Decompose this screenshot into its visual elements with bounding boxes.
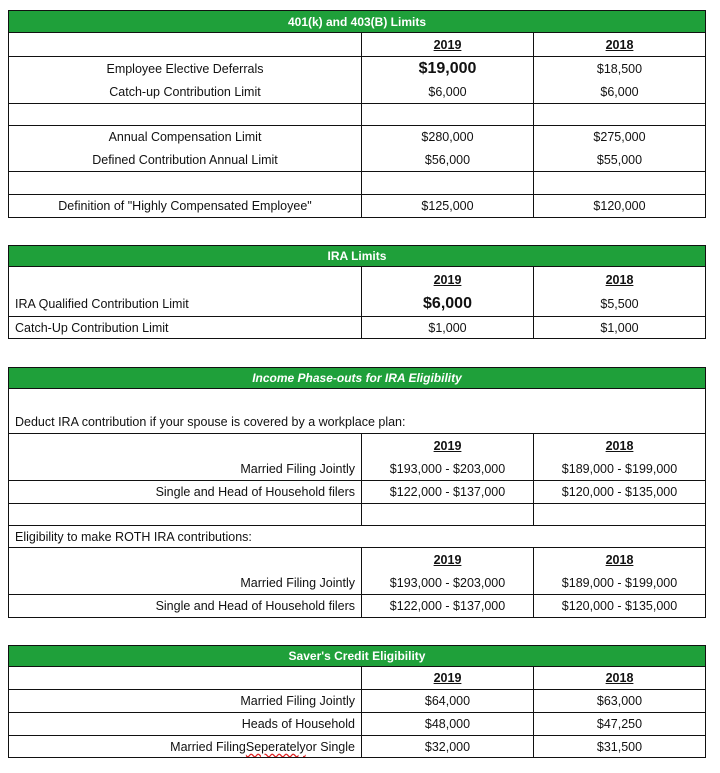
k401-title: 401(k) and 403(B) Limits xyxy=(8,10,706,33)
row-value-2018: $55,000 xyxy=(596,152,643,167)
row-value-2018: $120,000 xyxy=(593,199,646,213)
roth-note: Eligibility to make ROTH IRA contributions: xyxy=(15,529,252,544)
row-label: Married Filing Seperately or Single xyxy=(9,736,362,757)
deduct-note: Deduct IRA contribution if your spouse is covered by a workplace plan: xyxy=(15,415,406,429)
row-value-2019: $56,000 xyxy=(362,148,534,171)
row-label: Married Filing Jointly xyxy=(9,571,362,594)
table-row xyxy=(8,735,706,758)
table-row xyxy=(8,292,706,316)
row-value-2019: $122,000 - $137,000 xyxy=(362,595,534,617)
savers-year-row xyxy=(8,667,706,689)
row-value-2019: $48,000 xyxy=(362,713,534,735)
savers-title: Saver's Credit Eligibility xyxy=(8,645,706,667)
phaseouts-table xyxy=(8,367,706,618)
phaseouts-title: Income Phase-outs for IRA Eligibility xyxy=(8,367,706,389)
row-value-2018: $18,500 xyxy=(596,61,643,76)
row-value-2019: $32,000 xyxy=(362,736,534,757)
ira-year-2019: 2019 xyxy=(433,272,462,287)
row-label: Defined Contribution Annual Limit xyxy=(9,148,362,171)
savers-year-2019: 2019 xyxy=(433,671,462,685)
row-value-2019: $122,000 - $137,000 xyxy=(362,481,534,503)
roth-year-2018: 2018 xyxy=(605,552,634,567)
row-label: Employee Elective Deferrals xyxy=(9,57,362,80)
ira-year-row xyxy=(8,267,706,292)
row-value-2019: $1,000 xyxy=(362,317,534,338)
table-row xyxy=(8,594,706,618)
row-value-2019: $125,000 xyxy=(362,195,534,217)
row-value-2018: $63,000 xyxy=(596,694,643,708)
spacer-row xyxy=(8,103,706,125)
row-label: Married Filing Jointly xyxy=(9,457,362,480)
table-row xyxy=(8,80,706,103)
row-value-2018: $47,250 xyxy=(596,717,643,731)
row-value-2019: $19,000 xyxy=(418,59,477,77)
phaseouts-year-2019: 2019 xyxy=(433,438,462,453)
savers-table xyxy=(8,645,706,758)
table-row xyxy=(8,712,706,735)
row-value-2019: $193,000 - $203,000 xyxy=(362,457,534,480)
row-label: Married Filing Jointly xyxy=(9,690,362,712)
ira-title: IRA Limits xyxy=(8,245,706,267)
savers-year-2018: 2018 xyxy=(605,671,634,685)
row-value-2019: $280,000 xyxy=(362,126,534,148)
row-value-2018: $1,000 xyxy=(600,320,639,335)
row-value-2018: $120,000 - $135,000 xyxy=(561,599,678,613)
row-value-2019: $193,000 - $203,000 xyxy=(362,571,534,594)
deduct-note-row xyxy=(8,411,706,433)
phaseouts-year-row xyxy=(8,433,706,457)
row-value-2018: $120,000 - $135,000 xyxy=(561,485,678,499)
table-row xyxy=(8,457,706,480)
roth-year-2019: 2019 xyxy=(433,552,462,567)
ira-table xyxy=(8,245,706,339)
row-value-2018: $31,500 xyxy=(596,739,643,754)
row-value-2018: $6,000 xyxy=(600,84,639,99)
table-row xyxy=(8,480,706,503)
spacer-row xyxy=(8,171,706,194)
table-row xyxy=(8,125,706,148)
row-value-2019: $64,000 xyxy=(362,690,534,712)
spacer-row xyxy=(8,389,706,411)
roth-note-row xyxy=(8,525,706,547)
table-row xyxy=(8,316,706,339)
k401-year-2019: 2019 xyxy=(433,37,462,52)
ira-year-2018: 2018 xyxy=(605,272,634,287)
table-row xyxy=(8,571,706,594)
row-value-2018: $275,000 xyxy=(593,130,646,144)
k401-table xyxy=(8,10,706,218)
table-row xyxy=(8,56,706,80)
row-label: IRA Qualified Contribution Limit xyxy=(9,292,362,316)
row-label: Catch-up Contribution Limit xyxy=(9,80,362,103)
misspelled-word: Seperately xyxy=(245,739,306,754)
row-label: Annual Compensation Limit xyxy=(9,126,362,148)
phaseouts-year-2018: 2018 xyxy=(605,438,634,453)
row-label: Catch-Up Contribution Limit xyxy=(9,317,362,338)
spacer-row xyxy=(8,503,706,525)
k401-year-row xyxy=(8,33,706,56)
row-label: Single and Head of Household filers xyxy=(9,481,362,503)
phaseouts-roth-year-row xyxy=(8,547,706,571)
row-value-2019: $6,000 xyxy=(423,295,472,312)
row-value-2018: $189,000 - $199,000 xyxy=(561,461,678,476)
table-row xyxy=(8,689,706,712)
row-label: Single and Head of Household filers xyxy=(9,595,362,617)
row-label: Heads of Household xyxy=(9,713,362,735)
row-label: Definition of "Highly Compensated Employee" xyxy=(9,195,362,217)
table-row xyxy=(8,148,706,171)
row-value-2018: $5,500 xyxy=(600,297,639,311)
k401-year-2018: 2018 xyxy=(605,37,634,52)
row-value-2019: $6,000 xyxy=(362,80,534,103)
row-value-2018: $189,000 - $199,000 xyxy=(561,575,678,590)
table-row xyxy=(8,194,706,218)
